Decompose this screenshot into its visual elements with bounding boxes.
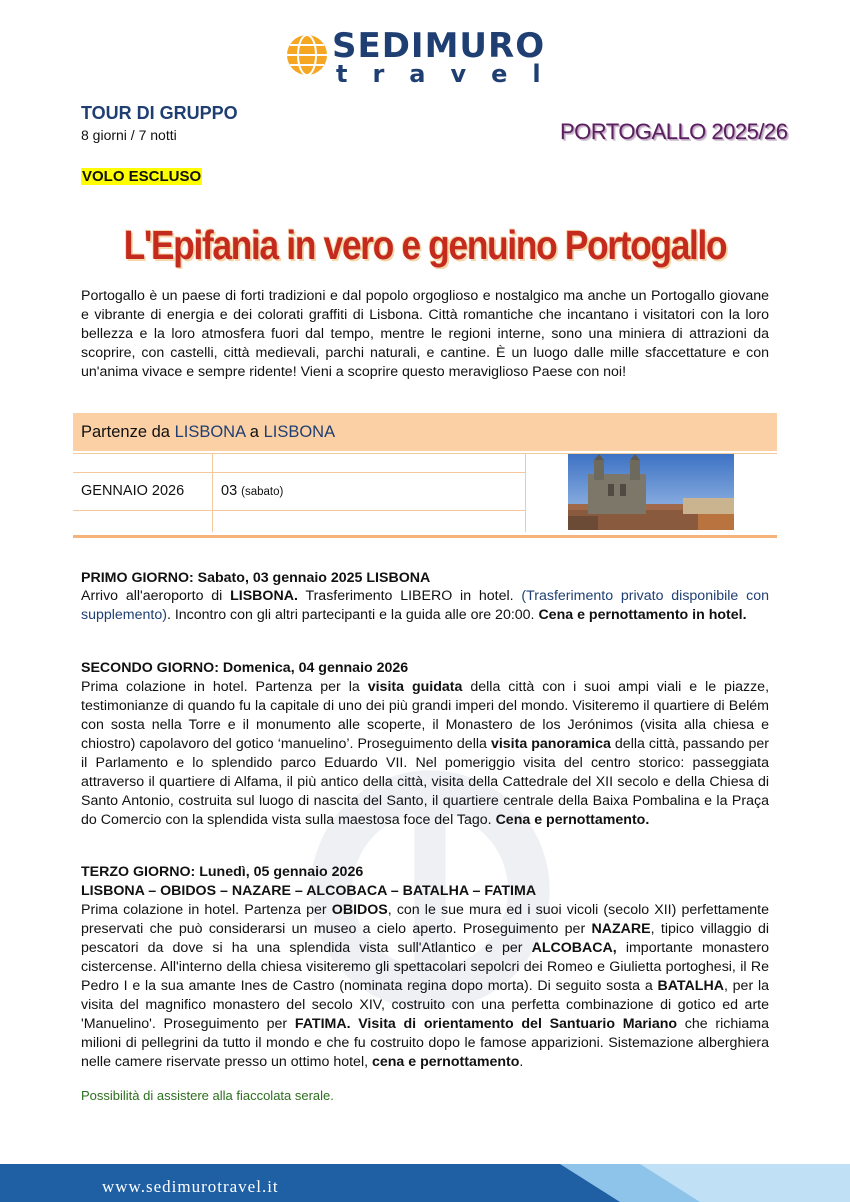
tour-title-year: PORTOGALLO 2025/26 (560, 119, 788, 144)
tour-duration: 8 giorni / 7 notti (81, 127, 177, 143)
day-1-text: Arrivo all'aeroporto di LISBONA. Trasferimento LIBERO in hotel. (Trasferimento privato disponibile con supplemento). Incontro con gli altri partecipanti e la guida alle ore 20:00. Cena e pernottamento in hotel. (81, 588, 769, 623)
arrival-city: LISBONA (263, 423, 336, 441)
departure-date (221, 483, 283, 499)
day-3-note: Possibilità di assistere alla fiaccolata serale. (81, 1088, 334, 1103)
departure-day: 03 (221, 483, 238, 499)
departures-header (73, 413, 777, 451)
globe-icon (284, 32, 330, 78)
departure-weekday: (sabato) (241, 486, 284, 498)
porto-cityscape-photo (568, 454, 734, 530)
main-headline: L'Epifania in vero e genuino Portogallo (123, 222, 727, 268)
departure-month: GENNAIO 2026 (81, 483, 185, 499)
brand-name-bottom: travel (336, 60, 566, 88)
departures-prefix: Partenze da (81, 423, 170, 441)
day-3-heading: TERZO GIORNO: Lunedì, 05 gennaio 2026 (81, 864, 364, 880)
day-1-heading: PRIMO GIORNO: Sabato, 03 gennaio 2025 LISBONA (81, 570, 431, 586)
departures-header-text (81, 423, 335, 442)
brand-name-top: SEDIMURO (332, 26, 546, 66)
intro-paragraph: Portogallo è un paese di forti tradizioni e dal popolo orgoglioso e nostalgico ma anche un Portogallo giovane e vibrante di energia e dei colorati graffiti di Lisbona. Città romantiche che incantano i visitatori con la loro bellezza e la loro atmosfera fuori dal tempo, mentre le regioni interne, sono una miniera di attrazioni da scoprire, con castelli, città medievali, parchi naturali, e cantine. È un luogo dalle mille sfaccettature e con un'anima vivace e sempre ridente! Vieni a scoprire questo meraviglioso Paese con noi! (81, 288, 769, 380)
flight-excluded-badge: VOLO ESCLUSO (82, 168, 202, 185)
departure-city: LISBONA (174, 423, 246, 441)
day-3-text: Prima colazione in hotel. Partenza per OBIDOS, con le sue mura ed i suoi vicoli (secolo XII) perfettamente preservati che può considerarsi un museo a cielo aperto. Proseguimento per NAZARE, tipico villaggio di pescatori da dove si ha una splendida vista sull'Atlantico e per ALCOBACA, importante monastero cistercense. All'interno della chiesa visiteremo gli spettacolari sepolcri dei Romeo e Giulietta portoghesi, il Re Pedro I e la sua amante Ines de Castro (nominata regina dopo morta). Di seguito sosta a BATALHA, per la visita del magnifico monastero del secolo XIV, costruito con una perfetta combinazione di gotico ed arte 'Manuelino'. Proseguimento per FATIMA. Visita di orientamento del Santuario Mariano che richiama milioni di pellegrini da tutto il mondo e che fu costruito dopo le famose apparizioni. Sistemazione alberghiera nelle camere riservate presso un ottimo hotel, cena e pernottamento. (81, 902, 770, 1070)
day-3-route: LISBONA – OBIDOS – NAZARE – ALCOBACA – BATALHA – FATIMA (81, 883, 537, 899)
day-2-text: Prima colazione in hotel. Partenza per la visita guidata della città con i suoi ampi viali e le piazze, testimonianze di quando fu la capitale di uno dei più grandi imperi del mondo. Visiteremo il quartiere di Belém con sosta nella Torre e il monumento alle scoperte, il Monastero de los Jerónimos (visita alla chiesa e chiostro) capolavoro del gotico ‘manuelino’. Proseguimento della visita panoramica della città, passando per il Parlamento e lo splendido parco Eduardo VII. Nel pomeriggio visita del centro storico: passeggiata attraverso il quartiere di Alfama, il più antico della città, visita della Cattedrale del XII secolo e della Chiesa di Santo Antonio, costruita sul luogo di nascita del Santo, il quartiere centrale della Baixa Pombalina e la Praça do Comercio con la splendida vista sulla maestosa foce del Tago. Cena e pernottamento. (81, 679, 770, 828)
website-link[interactable]: www.sedimurotravel.it (102, 1177, 279, 1196)
brand-logo (282, 26, 582, 90)
day-2-heading: SECONDO GIORNO: Domenica, 04 gennaio 2026 (81, 660, 409, 676)
departures-conj: a (249, 423, 259, 441)
tour-type: TOUR DI GRUPPO (81, 103, 238, 123)
